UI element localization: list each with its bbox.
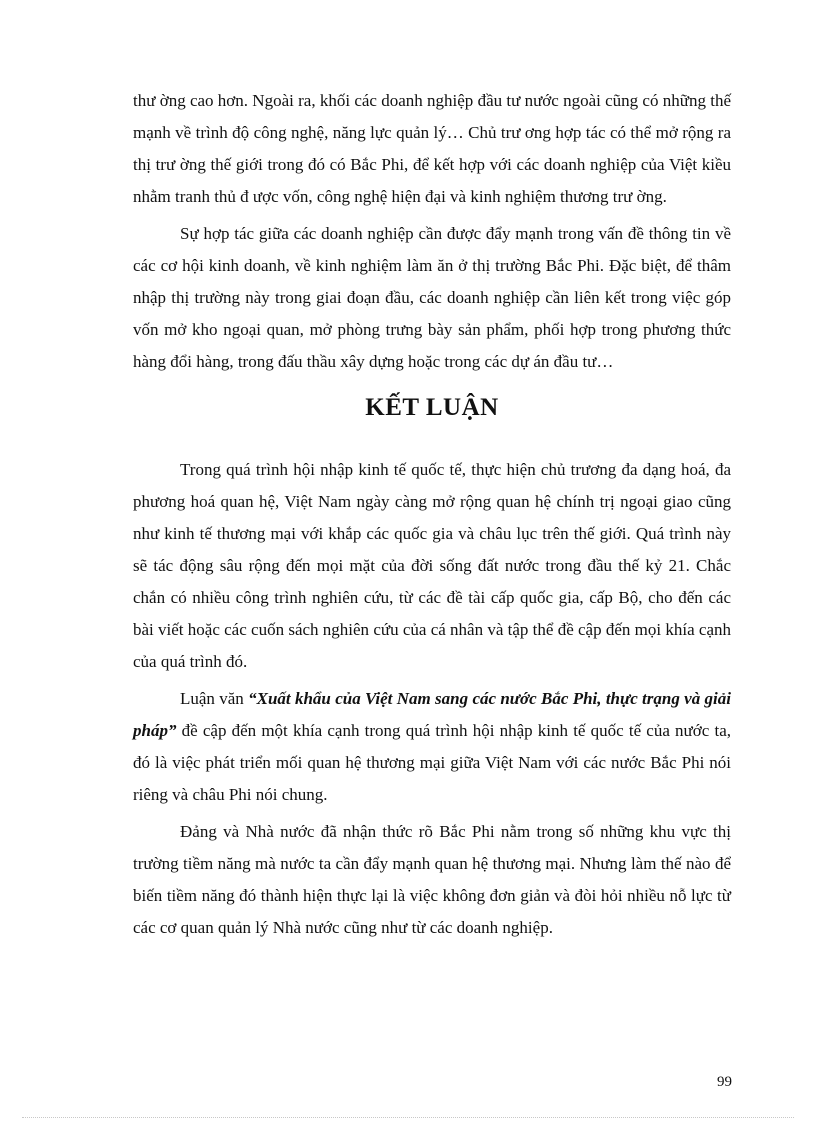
document-page: [133, 85, 731, 944]
section-heading: KẾT LUẬN: [365, 394, 499, 421]
thesis-rest-text: đề cập đến một khía cạnh trong quá trình hội nhập kinh tế quốc tế của nước ta, đó là việc phát triển mối quan hệ thương mại giữa Việt Nam với các nước Bắc Phi nói riêng và châu Phi nói chung.: [133, 721, 731, 804]
paragraph-thesis: [133, 683, 731, 811]
paragraph-continuation: thư ờng cao hơn. Ngoài ra, khối các doanh nghiệp đầu tư nước ngoài cũng có những thế mạnh về trình độ công nghệ, năng lực quản lý… Chủ trư ơng hợp tác có thể mở rộng ra thị trư ờng thế giới trong đó có Bắc Phi, để kết hợp với các doanh nghiệp của Việt kiều nhằm tranh thủ đ ược vốn, công nghệ hiện đại và kinh nghiệm thương trư ờng.: [133, 91, 731, 206]
page-number: 99: [717, 1074, 732, 1090]
paragraph-state-awareness: Đảng và Nhà nước đã nhận thức rõ Bắc Phi nằm trong số những khu vực thị trường tiềm năng mà nước ta cần đẩy mạnh quan hệ thương mại. Nhưng làm thế nào để biến tiềm năng đó thành hiện thực lại là việc không đơn giản và đòi hỏi nhiều nỗ lực từ các cơ quan quản lý Nhà nước cũng như từ các doanh nghiệp.: [133, 822, 731, 937]
paragraph-conclusion-intro: Trong quá trình hội nhập kinh tế quốc tế, thực hiện chủ trương đa dạng hoá, đa phương hoá quan hệ, Việt Nam ngày càng mở rộng quan hệ chính trị ngoại giao cũng như kinh tế thương mại với khắp các quốc gia và châu lục trên thế giới. Quá trình này sẽ tác động sâu rộng đến mọi mặt của đời sống đất nước trong đầu thế kỷ 21. Chắc chắn có nhiều công trình nghiên cứu, từ các đề tài cấp quốc gia, cấp Bộ, cho đến các bài viết hoặc các cuốn sách nghiên cứu của cá nhân và tập thể đề cập đến mọi khía cạnh của quá trình đó.: [133, 460, 731, 671]
page-bottom-rule: [22, 1117, 794, 1118]
thesis-lead-text: Luận văn: [180, 689, 249, 708]
paragraph-cooperation: Sự hợp tác giữa các doanh nghiệp cần được đẩy mạnh trong vấn đề thông tin về các cơ hội kinh doanh, về kinh nghiệm làm ăn ở thị trường Bắc Phi. Đặc biệt, để thâm nhập thị trường này trong giai đoạn đầu, các doanh nghiệp cần liên kết trong việc góp vốn mở kho ngoại quan, mở phòng trưng bày sản phẩm, phối hợp trong phương thức hàng đổi hàng, trong đấu thầu xây dựng hoặc trong các dự án đầu tư…: [133, 224, 731, 371]
thesis-title: “Xuất khẩu của Việt Nam sang các nước Bắc Phi, thực trạng và giải pháp”: [133, 689, 731, 740]
